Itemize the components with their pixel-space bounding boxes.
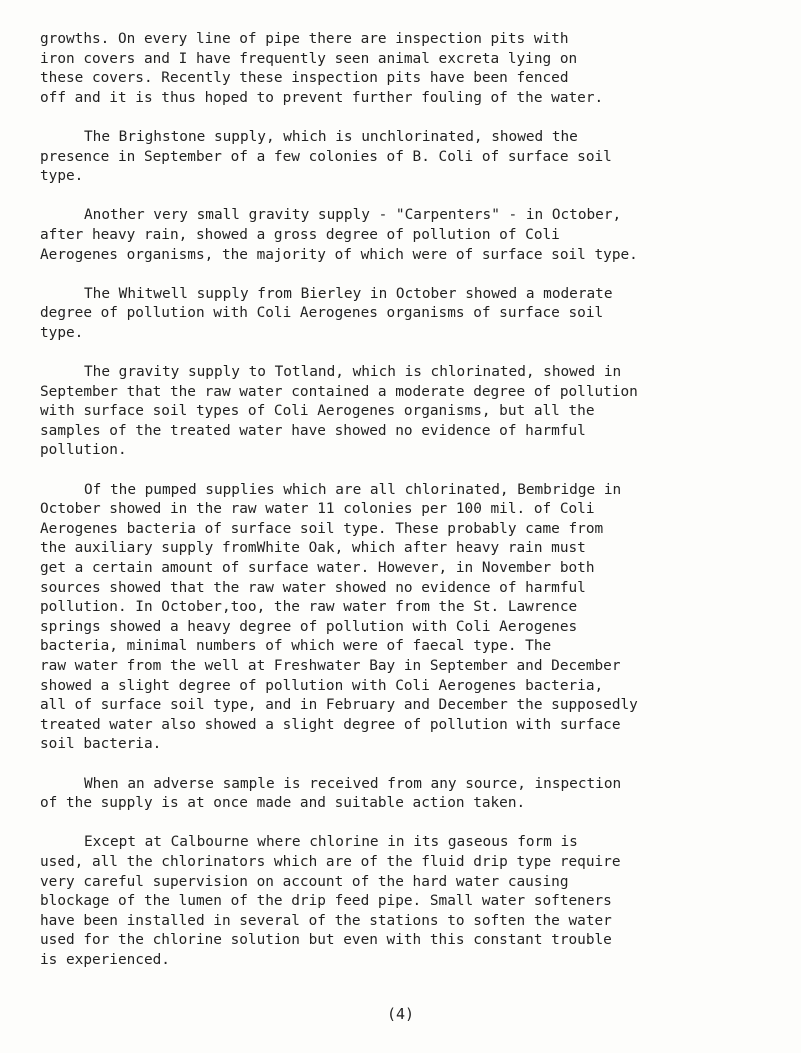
- document-body: [40, 30, 776, 990]
- text-line: presence in September of a few colonies of B. Coli of surface soil: [40, 148, 612, 165]
- text-line: bacteria, minimal numbers of which were of faecal type. The: [40, 638, 552, 655]
- text-line: raw water from the well at Freshwater Bay in September and December: [40, 658, 621, 674]
- text-line: Of the pumped supplies which are all chlorinated, Bembridge in: [84, 481, 622, 498]
- text-line: these covers. Recently these inspection pits have been fenced: [40, 70, 569, 87]
- text-line: degree of pollution with Coli Aerogenes organisms of surface soil: [40, 305, 604, 322]
- paragraph: [40, 833, 776, 970]
- text-line: The Brighstone supply, which is unchlorinated, showed the: [84, 128, 578, 145]
- text-line: Aerogenes organisms, the majority of which were of surface soil type.: [40, 246, 638, 263]
- text-line: soil bacteria.: [40, 736, 162, 753]
- text-line: blockage of the lumen of the drip feed pipe. Small water softeners: [40, 893, 612, 910]
- paragraph: [40, 128, 776, 187]
- text-line: The Whitwell supply from Bierley in October showed a moderate: [84, 285, 613, 302]
- text-line: with surface soil types of Coli Aerogenes organisms, but all the: [40, 403, 595, 420]
- text-line: Another very small gravity supply - "Carpenters" - in October,: [84, 207, 622, 224]
- page-number: (4): [386, 1005, 415, 1023]
- paragraph: [40, 363, 776, 461]
- text-line: get a certain amount of surface water. However, in November both: [40, 560, 595, 577]
- text-line: after heavy rain, showed a gross degree of pollution of Coli: [40, 226, 560, 243]
- text-line: used for the chlorine solution but even with this constant trouble: [40, 932, 612, 949]
- text-line: of the supply is at once made and suitable action taken.: [40, 795, 526, 812]
- paragraph: [40, 481, 776, 755]
- text-line: October showed in the raw water 11 colonies per 100 mil. of Coli: [40, 501, 595, 518]
- text-line: very careful supervision on account of the hard water causing: [40, 873, 569, 890]
- text-line: used, all the chlorinators which are of the fluid drip type require: [40, 853, 621, 870]
- text-line: samples of the treated water have showed no evidence of harmful: [40, 422, 586, 439]
- text-line: springs showed a heavy degree of pollution with Coli Aerogenes: [40, 618, 578, 635]
- text-line: Aerogenes bacteria of surface soil type. These probably came from: [40, 520, 604, 537]
- paragraph: [40, 285, 776, 344]
- text-line: all of surface soil type, and in February and December the supposedly: [40, 697, 638, 714]
- text-line: showed a slight degree of pollution with Coli Aerogenes bacteria,: [40, 677, 604, 694]
- text-line: treated water also showed a slight degree of pollution with surface: [40, 716, 621, 733]
- paragraph: [40, 30, 776, 108]
- text-line: type.: [40, 324, 84, 341]
- text-line: pollution.: [40, 442, 127, 459]
- text-line: off and it is thus hoped to prevent further fouling of the water.: [40, 89, 604, 106]
- text-line: type.: [40, 168, 84, 185]
- text-line: sources showed that the raw water showed no evidence of harmful: [40, 579, 586, 596]
- text-line: pollution. In October,too, the raw water from the St. Lawrence: [40, 599, 578, 616]
- text-line: iron covers and I have frequently seen animal excreta lying on: [40, 50, 578, 67]
- text-line: is experienced.: [40, 951, 170, 968]
- text-line: When an adverse sample is received from any source, inspection: [84, 775, 622, 792]
- text-line: growths. On every line of pipe there are inspection pits with: [40, 31, 569, 47]
- text-line: have been installed in several of the stations to soften the water: [40, 912, 612, 929]
- text-line: The gravity supply to Totland, which is chlorinated, showed in: [84, 364, 622, 381]
- paragraph: [40, 206, 776, 265]
- text-line: Except at Calbourne where chlorine in its gaseous form is: [84, 834, 578, 851]
- paragraph: [40, 775, 776, 814]
- text-line: September that the raw water contained a moderate degree of pollution: [40, 383, 638, 400]
- text-line: the auxiliary supply fromWhite Oak, which after heavy rain must: [40, 540, 586, 557]
